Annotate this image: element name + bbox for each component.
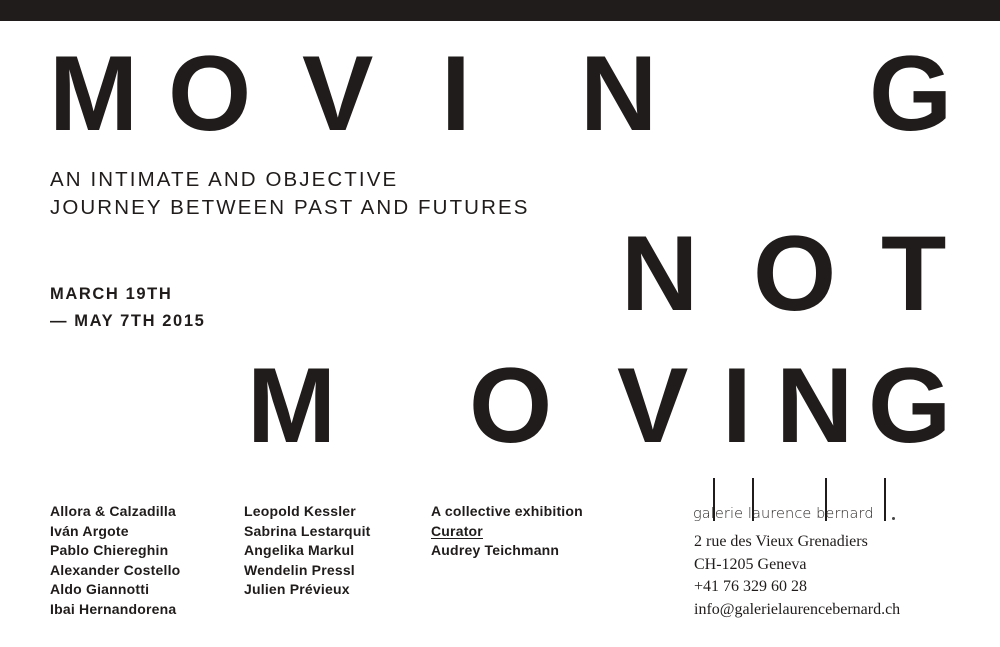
artist-name: Iván Argote	[50, 522, 129, 539]
gallery-logo	[693, 478, 913, 528]
artist-name: Ibai Hernandorena	[50, 600, 177, 617]
email-address: info@galerielaurencebernard.ch	[694, 600, 901, 618]
curator-name: Audrey Teichmann	[431, 542, 560, 559]
gallery-contact	[694, 531, 900, 621]
title-letter: I	[441, 33, 471, 153]
title-letter: O	[753, 213, 837, 333]
title-letter: T	[881, 213, 947, 333]
artists-list-1	[50, 502, 180, 620]
subtitle	[50, 166, 530, 222]
exhibition-dates	[50, 281, 205, 335]
title-letter: O	[168, 33, 252, 153]
title-letter: V	[617, 345, 689, 465]
title-letter: N	[621, 213, 699, 333]
exhibition-info	[431, 502, 583, 561]
artist-name: Allora & Calzadilla	[50, 503, 176, 519]
artist-name: Leopold Kessler	[244, 503, 356, 519]
address-street: 2 rue des Vieux Grenadiers	[694, 533, 868, 550]
logo-dot	[892, 517, 895, 520]
address-city: CH-1205 Geneva	[694, 555, 807, 573]
title-letter: I	[722, 345, 752, 465]
title-letter: O	[469, 345, 553, 465]
title-letter: G	[868, 345, 952, 465]
subtitle-line-1: AN INTIMATE AND OBJECTIVE	[50, 168, 399, 191]
artist-name: Julien Prévieux	[244, 581, 350, 598]
title-letter: M	[49, 33, 139, 153]
top-black-band	[0, 0, 1000, 21]
artists-list-2	[244, 502, 371, 600]
artist-name: Alexander Costello	[50, 561, 181, 578]
artist-name: Pablo Chiereghin	[50, 542, 169, 559]
exhibition-type: A collective exhibition	[431, 503, 583, 519]
title-letter: V	[302, 33, 374, 153]
artist-name: Wendelin Pressl	[244, 561, 355, 578]
date-start: MARCH 19TH	[50, 285, 173, 303]
logo-stroke	[884, 478, 886, 521]
subtitle-line-2: JOURNEY BETWEEN PAST AND FUTURES	[50, 196, 530, 219]
artist-name: Aldo Giannotti	[50, 581, 150, 598]
title-letter: M	[247, 345, 337, 465]
artist-name: Angelika Markul	[244, 542, 355, 559]
gallery-logo-text: galerie laurence bernard	[693, 506, 874, 522]
date-end: — MAY 7TH 2015	[50, 312, 206, 330]
phone-number: +41 76 329 60 28	[694, 578, 808, 595]
title-letter: N	[580, 33, 658, 153]
artist-name: Sabrina Lestarquit	[244, 522, 371, 539]
title-letter: G	[869, 33, 953, 153]
curator-label: Curator	[431, 522, 483, 539]
title-letter: N	[776, 345, 854, 465]
